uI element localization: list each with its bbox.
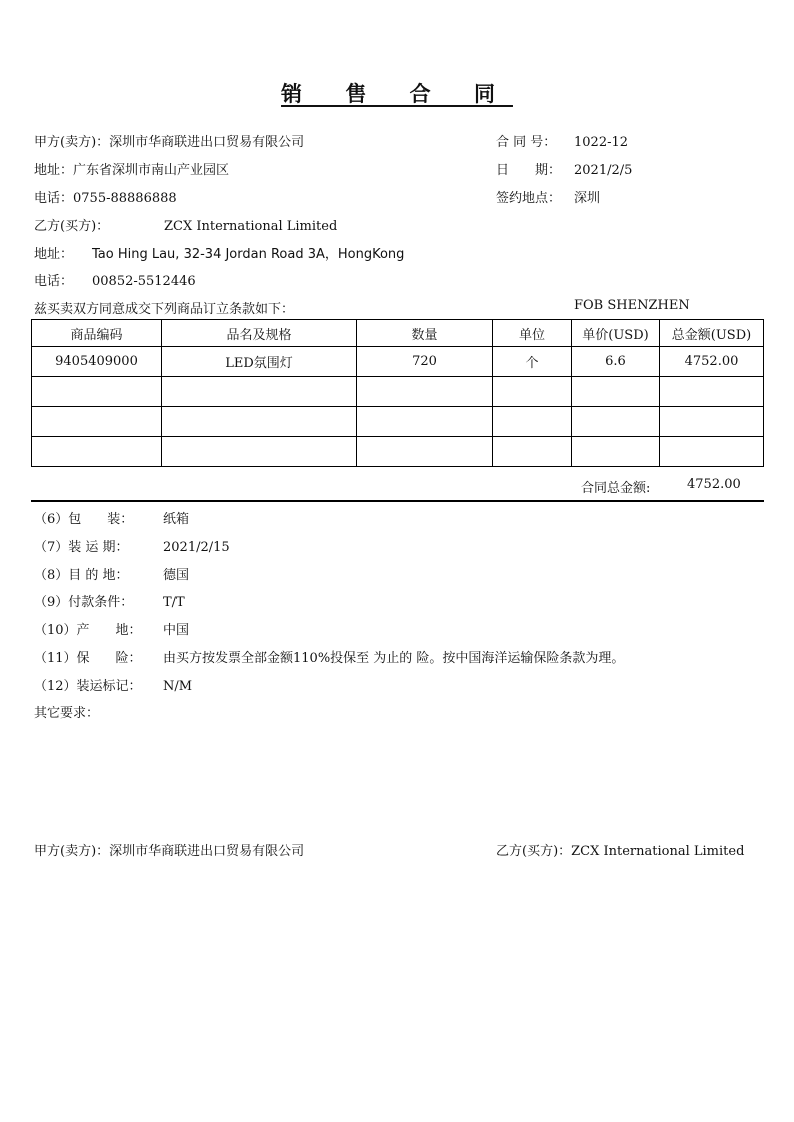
table-cell: 9405409000 [32,347,162,377]
term-label: （12）装运标记： [34,679,142,694]
term-value: 德国 [163,568,190,583]
term-destination [34,564,189,583]
table-header-row [32,320,764,347]
term-origin [34,619,189,638]
table-cell [493,437,572,467]
seller-address-label: 地址： [34,163,74,178]
total-value: 4752.00 [687,477,741,492]
contract-no: 1022-12 [574,135,629,150]
seller-name: 深圳市华商联进出口贸易有限公司 [109,135,305,150]
table-cell: 4752.00 [660,347,764,377]
term-label: （6）包 装： [34,512,134,527]
term-packing [34,508,189,527]
table-cell [357,377,493,407]
table-cell: 个 [493,347,572,377]
term-value: 纸箱 [163,512,190,527]
contract-no-line [496,131,628,150]
column-header: 品名及规格 [162,320,357,347]
term-label: （7）装 运 期： [34,540,129,555]
column-header: 总金额(USD) [660,320,764,347]
document-title: 销 售 合 同 [281,82,513,106]
footer-seller: 甲方(卖方)：深圳市华商联进出口贸易有限公司 [34,844,305,859]
table-cell [32,437,162,467]
term-value: 由买方按发票全部金额110%投保至 为止的 险。按中国海洋运输保险条款为理。 [163,651,625,666]
other-requirements-label: 其它要求： [34,706,100,721]
seller-phone: 0755-88886888 [73,191,177,206]
term-label: （8）目 的 地： [34,568,129,583]
seller-line [34,131,304,150]
column-header: 单位 [493,320,572,347]
table-row [32,407,764,437]
table-cell [660,437,764,467]
signing-place: 深圳 [574,191,601,206]
buyer-phone-label: 电话： [34,274,74,289]
seller-label: 甲方(卖方)： [34,135,110,150]
table-cell [32,377,162,407]
buyer-address: Tao Hing Lau, 32-34 Jordan Road 3A，HongKong [92,247,405,262]
term-value: 中国 [163,623,190,638]
table-cell [493,377,572,407]
seller-phone-line [34,187,177,206]
table-cell: LED氛围灯 [162,347,357,377]
table-cell [660,377,764,407]
place-label: 签约地点： [496,191,562,206]
table-cell: 6.6 [572,347,660,377]
buyer-address-label: 地址： [34,247,74,262]
buyer-address-line [34,243,404,262]
date-label: 日 期： [496,163,562,178]
table-cell [357,437,493,467]
contract-no-label: 合 同 号： [496,135,557,150]
term-value: N/M [163,679,193,694]
seller-address-line [34,159,229,178]
table-row [32,437,764,467]
table-cell [32,407,162,437]
column-header: 单价(USD) [572,320,660,347]
term-value: 2021/2/15 [163,540,230,555]
seller-phone-label: 电话： [34,191,74,206]
price-term: FOB SHENZHEN [574,298,690,313]
term-payment [34,591,185,610]
table-cell [162,437,357,467]
table-row [32,347,764,377]
buyer-phone-line [34,270,196,289]
table-cell [357,407,493,437]
intro-text: 兹买卖双方同意成交下列商品订立条款如下： [34,302,295,317]
buyer-phone: 00852-5512446 [92,274,196,289]
seller-address: 广东省深圳市南山产业园区 [73,163,230,178]
table-row [32,377,764,407]
place-line [496,187,600,206]
date-line [496,159,632,178]
term-marks [34,675,192,694]
term-label: （11）保 险： [34,651,142,666]
buyer-label: 乙方(买方)： [34,219,110,234]
buyer-line [34,215,337,234]
table-cell [660,407,764,437]
term-shipment [34,536,230,555]
table-cell [572,377,660,407]
table-cell [162,377,357,407]
contract-date: 2021/2/5 [574,163,633,178]
term-label: （9）付款条件： [34,595,134,610]
column-header: 商品编码 [32,320,162,347]
total-divider [31,500,764,502]
table-cell: 720 [357,347,493,377]
table-cell [493,407,572,437]
table-cell [162,407,357,437]
items-table [31,319,764,467]
footer-buyer: 乙方(买方)：ZCX International Limited [496,844,745,859]
term-value: T/T [163,595,185,610]
buyer-name: ZCX International Limited [164,219,338,234]
column-header: 数量 [357,320,493,347]
term-label: （10）产 地： [34,623,142,638]
table-cell [572,407,660,437]
total-label: 合同总金额: [581,481,651,496]
table-cell [572,437,660,467]
term-insurance [34,647,624,666]
